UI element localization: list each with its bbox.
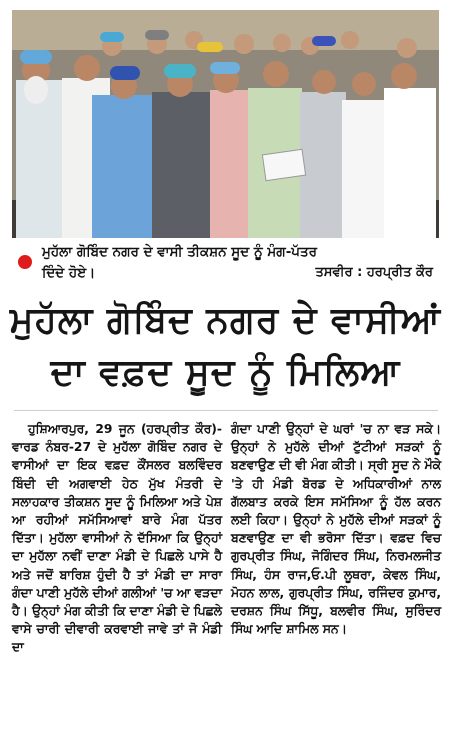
photo-caption <box>12 240 439 288</box>
caption-bullet-icon <box>18 255 32 269</box>
caption-text-line2: ਦਿੰਦੇ ਹੋਏ। <box>42 265 96 281</box>
article-text-left: ਹੁਸ਼ਿਆਰਪੁਰ, 29 ਜੂਨ (ਹਰਪ੍ਰੀਤ ਕੌਰ)-ਵਾਰਡ ਨੰਬਰ-27 ਦੇ ਮੁਹੱਲਾ ਗੋਬਿੰਦ ਨਗਰ ਦੇ ਵਾਸੀਆਂ ਦਾ ਇਕ ਵਫ਼ਦ ਕੌਂਸਲਰ ਬਲਵਿੰਦਰ ਬਿੰਦੀ ਦੀ ਅਗਵਾਈ ਹੇਠ ਮੁੱਖ ਮੰਤਰੀ ਦੇ ਸਲਾਹਕਾਰ ਤੀਕਸ਼ਨ ਸੂਦ ਨੂੰ ਮਿਲਿਆ ਅਤੇ ਪੇਸ਼ ਆ ਰਹੀਆਂ ਸਮੱਸਿਆਵਾਂ ਬਾਰੇ ਮੰਗ ਪੱਤਰ ਦਿੱਤਾ। ਮੁਹੱਲਾ ਵਾਸੀਆਂ ਨੇ ਦੱਸਿਆ ਕਿ ਉਨ੍ਹਾਂ ਦਾ ਮੁਹੱਲਾ ਨਵੀਂ ਦਾਣਾ ਮੰਡੀ ਦੇ ਪਿਛਲੇ ਪਾਸੇ ਹੈ ਅਤੇ ਜਦੋਂ ਬਾਰਿਸ਼ ਹੁੰਦੀ ਹੈ ਤਾਂ ਮੰਡੀ ਦਾ ਸਾਰਾ ਗੰਦਾ ਪਾਣੀ ਮੁਹੱਲੇ ਦੀਆਂ ਗਲੀਆਂ 'ਚ ਆ ਵੜਦਾ ਹੈ। ਉਨ੍ਹਾਂ ਮੰਗ ਕੀਤੀ ਕਿ ਦਾਣਾ ਮੰਡੀ ਦੇ ਪਿਛਲੇ ਵਾਸੇ ਚਾਰੀ ਦੀਵਾਰੀ ਕਰਵਾਈ ਜਾਵੇ ਤਾਂ ਜੋ ਮੰਡੀ ਦਾ <box>12 422 222 655</box>
divider <box>14 410 438 411</box>
photo-credit: ਤਸਵੀਰ : ਹਰਪ੍ਰੀਤ ਕੌਰ <box>315 265 433 280</box>
article-column-left <box>12 420 222 657</box>
headline-line2: ਦਾ ਵਫ਼ਦ ਸੂਦ ਨੂੰ ਮਿਲਿਆ <box>50 352 401 393</box>
news-photo <box>12 10 439 238</box>
article-text-right: ਗੰਦਾ ਪਾਣੀ ਉਨ੍ਹਾਂ ਦੇ ਘਰਾਂ 'ਚ ਨਾ ਵੜ ਸਕੇ। ਉਨ੍ਹਾਂ ਨੇ ਮੁਹੱਲੇ ਦੀਆਂ ਟੁੱਟੀਆਂ ਸੜਕਾਂ ਨੂੰ ਬਣਵਾਉਣ ਦੀ ਵੀ ਮੰਗ ਕੀਤੀ। ਸ੍ਰੀ ਸੂਦ ਨੇ ਮੌਕੇ 'ਤੇ ਹੀ ਮੰਡੀ ਬੋਰਡ ਦੇ ਅਧਿਕਾਰੀਆਂ ਨਾਲ ਗੱਲਬਾਤ ਕਰਕੇ ਇਸ ਸਮੱਸਿਆ ਨੂੰ ਹੱਲ ਕਰਨ ਲਈ ਕਿਹਾ। ਉਨ੍ਹਾਂ ਨੇ ਮੁਹੱਲੇ ਦੀਆਂ ਸੜਕਾਂ ਨੂੰ ਬਣਵਾਉਣ ਦਾ ਵੀ ਭਰੋਸਾ ਦਿੱਤਾ। ਵਫ਼ਦ ਵਿਚ ਗੁਰਪ੍ਰੀਤ ਸਿੰਘ, ਜੋਗਿੰਦਰ ਸਿੰਘ, ਨਿਰਮਲਜੀਤ ਸਿੰਘ, ਹੰਸ ਰਾਜ,ਓ.ਪੀ ਲੂਥਰਾ, ਕੇਵਲ ਸਿੰਘ, ਮੋਹਨ ਲਾਲ, ਗੁਰਪ੍ਰੀਤ ਸਿੰਘ, ਰਜਿੰਦਰ ਕੁਮਾਰ, ਦਰਸ਼ਨ ਸਿੰਘ ਸਿੱਧੂ, ਬਲਵੀਰ ਸਿੰਘ, ਸੁਰਿੰਦਰ ਸਿੰਘ ਆਦਿ ਸ਼ਾਮਿਲ ਸਨ। <box>231 422 441 637</box>
headline-line1: ਮੁਹੱਲਾ ਗੋਬਿੰਦ ਨਗਰ ਦੇ ਵਾਸੀਆਂ <box>9 300 442 341</box>
article-column-right <box>231 420 441 638</box>
photo-scene <box>12 10 439 238</box>
caption-text-line1: ਮੁਹੱਲਾ ਗੋਬਿੰਦ ਨਗਰ ਦੇ ਵਾਸੀ ਤੀਕਸ਼ਨ ਸੂਦ ਨੂੰ ਮੰਗ-ਪੱਤਰ <box>42 244 318 260</box>
